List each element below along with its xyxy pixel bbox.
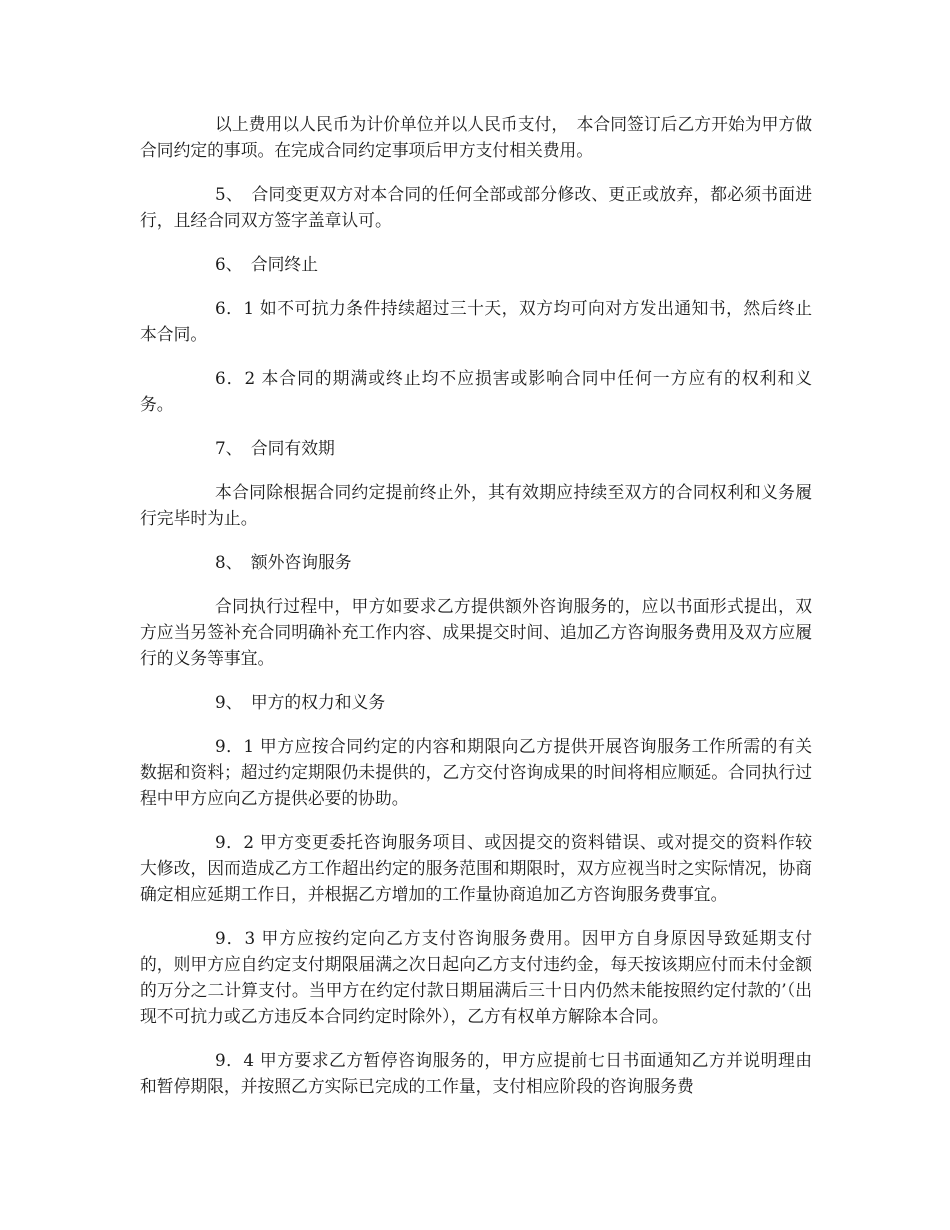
paragraph-contract-change: 5、 合同变更双方对本合同的任何全部或部分修改、更正或放弃，都必须书面进行，且经合同双方签字盖章认可。 (140, 184, 812, 230)
heading-extra-consulting: 8、 额外咨询服务 (215, 552, 352, 572)
paragraph-fee-currency: 以上费用以人民币为计价单位并以人民币支付， 本合同签订后乙方开始为甲方做合同约定的事项。在完成合同约定事项后甲方支付相关费用。 (140, 114, 812, 160)
paragraph-6-2: 6．2 本合同的期满或终止均不应损害或影响合同中任何一方应有的权利和义务。 (140, 368, 812, 414)
document-body (140, 111, 812, 1117)
heading-contract-validity: 7、 合同有效期 (215, 438, 335, 458)
paragraph-9-1: 9．1 甲方应按合同约定的内容和期限向乙方提供开展咨询服务工作所需的有关数据和资料；超过约定期限仍未提供的，乙方交付咨询成果的时间将相应顺延。合同执行过程中甲方应向乙方提供必要的协助。 (140, 736, 812, 808)
paragraph-9-4: 9．4 甲方要求乙方暂停咨询服务的，甲方应提前七日书面通知乙方并说明理由和暂停期限，并按照乙方实际已完成的工作量，支付相应阶段的咨询服务费 (140, 1050, 812, 1096)
paragraph-9-3: 9．3 甲方应按约定向乙方支付咨询服务费用。因甲方自身原因导致延期支付的，则甲方应自约定支付期限届满之次日起向乙方支付违约金，每天按该期应付而未付金额的万分之二计算支付。当甲方在约定付款日期届满后三十日内仍然未能按照约定付款的’（出现不可抗力或乙方违反本合同约定时除外），乙方有权单方解除本合同。 (140, 928, 812, 1026)
paragraph-validity: 本合同除根据合同约定提前终止外，其有效期应持续至双方的合同权利和义务履行完毕时为止。 (140, 482, 812, 528)
paragraph-extra-consulting: 合同执行过程中，甲方如要求乙方提供额外咨询服务的，应以书面形式提出，双方应当另签补充合同明确补充工作内容、成果提交时间、追加乙方咨询服务费用及双方应履行的义务等事宜。 (140, 596, 812, 668)
paragraph-9-2: 9．2 甲方变更委托咨询服务项目、或因提交的资料错误、或对提交的资料作较大修改，因而造成乙方工作超出约定的服务范围和期限时，双方应视当时之实际情况，协商确定相应延期工作日，并根据乙方增加的工作量协商追加乙方咨询服务费事宜。 (140, 832, 812, 904)
paragraph-6-1: 6．1 如不可抗力条件持续超过三十天，双方均可向对方发出通知书，然后终止本合同。 (140, 298, 812, 344)
heading-party-a-rights: 9、 甲方的权力和义务 (215, 692, 386, 712)
heading-contract-termination: 6、 合同终止 (215, 254, 318, 274)
